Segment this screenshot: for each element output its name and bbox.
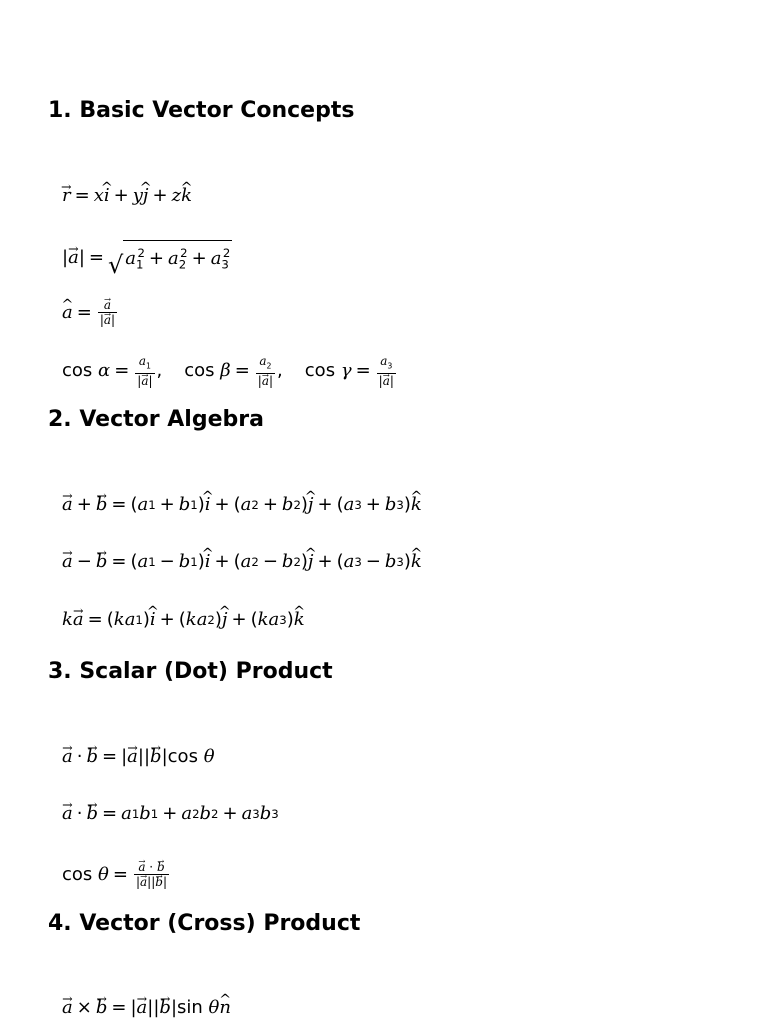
formula-unit-vector: ^ a = → $\frac{a}{|\to a|}$ (62, 298, 119, 327)
formula-dot-product-components: → a · → b = a 1 b 1 + a 2 b 2 + a 3 b 3 (62, 802, 279, 826)
section-heading-cross-product: 4. Vector (Cross) Product (48, 911, 361, 936)
section-heading-vector-algebra: 2. Vector Algebra (48, 407, 264, 432)
formula-angle-between-vectors: cos θ = → $\frac{a \cdot \to b}{|\to a||\to b|}$ (62, 860, 171, 889)
formula-vector-addition: → a + → b = ( a 1 + b 1 ) ^ i + ( a 2 + b 2 ) ^ j + ( a 3 + b 3 ) ^ k (62, 493, 422, 517)
formula-position-vector: → r = x ^ i + y ^ j + z ^ k (62, 184, 192, 208)
formula-scalar-multiplication: k → a = ( ka 1 ) ^ i + ( ka 2 ) ^ j + ( ka 3 ) ^ k (62, 608, 305, 632)
section-heading-dot-product: 3. Scalar (Dot) Product (48, 659, 333, 684)
formula-dot-product-geometric: → a · → b = | → a || → b | cos θ (62, 745, 215, 769)
formula-direction-cosines: cos α = $\frac{a_1}{|\to a|}$ , cos β = $\frac{a_2}{|\to a|}$ , cos γ = $\frac{a_3}{|\to a|}$ (62, 354, 398, 388)
section-heading-basic-vector-concepts: 1. Basic Vector Concepts (48, 98, 355, 123)
formula-cross-product: → a × → b = | → a || → b | sin θ ^ n (62, 996, 231, 1020)
formula-magnitude: | → a | = √ $a_1^2 + a_2^2 + a_3^2$ (62, 240, 232, 277)
formula-vector-subtraction: → a − → b = ( a 1 − b 1 ) ^ i + ( a 2 − b 2 ) ^ j + ( a 3 − b 3 ) ^ k (62, 550, 422, 574)
